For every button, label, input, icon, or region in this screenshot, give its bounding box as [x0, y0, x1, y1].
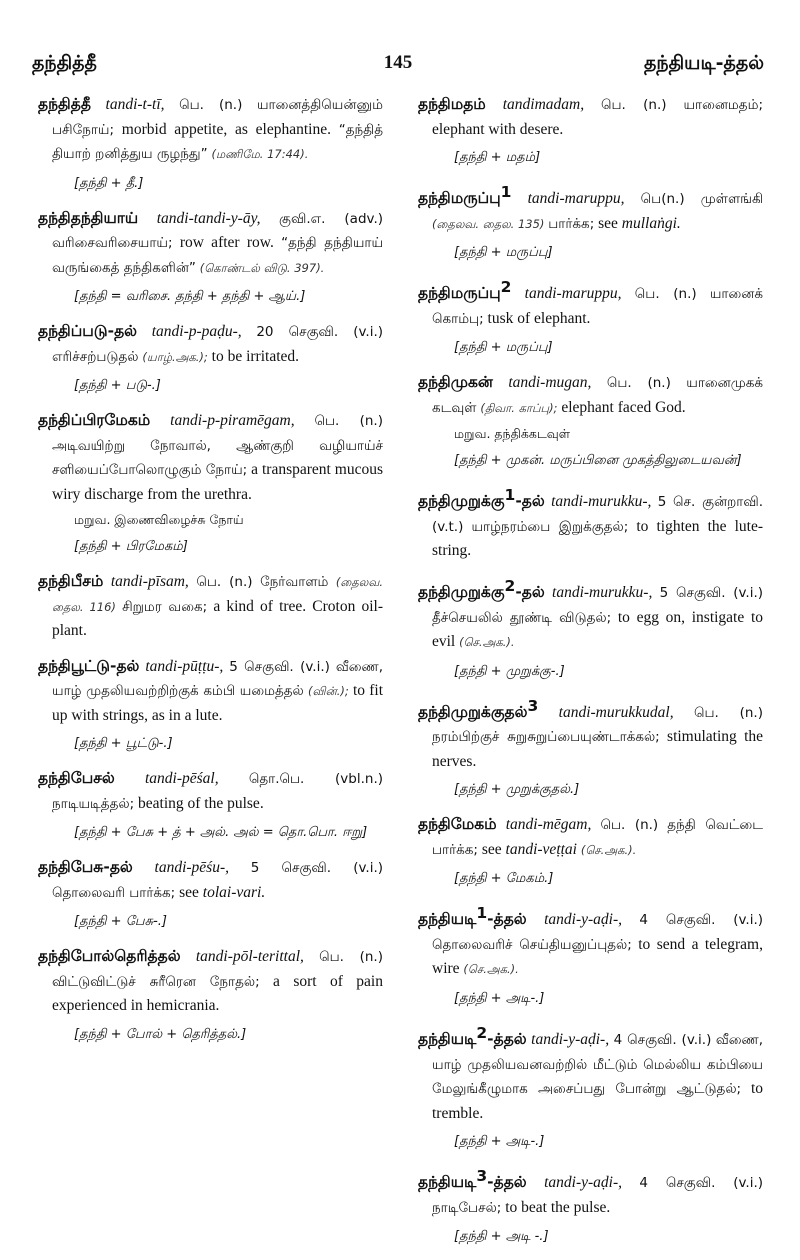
part-of-speech: பெ. (n.) [314, 413, 383, 429]
tamil-gloss-2: சிறுமர வகை; [122, 598, 208, 615]
tamil-gloss-2: பார்க்க; [548, 215, 595, 232]
tamil-gloss: விட்டுவிட்டுச் சுரீரென நோதல்; [52, 973, 260, 990]
headword-suffix: -தல் [515, 492, 545, 511]
dictionary-entry [38, 767, 383, 844]
dictionary-entry [38, 409, 383, 558]
entry-body [418, 181, 763, 236]
tamil-gloss: யானைத்தியென்னும் பசிநோய்; [52, 97, 383, 138]
part-of-speech: பெ. (n.) [606, 375, 671, 392]
transliteration: tandi-pēśu-, [154, 859, 230, 876]
entry-body [418, 1022, 763, 1125]
quotation: “தந்தி தந்தியாய் வருங்கைத் தந்திகளின்” [52, 235, 384, 276]
tamil-gloss: யானைமுகக் கடவுள் [432, 375, 764, 416]
headword: தந்திப்பிரமேகம் [38, 411, 151, 429]
tamil-gloss: முள்ளங்கி [700, 191, 764, 208]
english-gloss: stimulating the nerves. [432, 728, 764, 770]
headword: தந்திப்படு-தல் [38, 322, 138, 340]
dictionary-entry [418, 276, 763, 359]
etymology: [தந்தி + தீ.] [74, 175, 144, 191]
headword-superscript: 1 [504, 486, 516, 505]
tamil-gloss: தொலைவரிச் செய்தியனுப்புதல்; [432, 936, 632, 953]
part-of-speech: பெ. (n.) [693, 704, 763, 721]
part-of-speech: 5 செகுவி. (v.i.) [229, 658, 330, 675]
entry-body [38, 320, 383, 369]
headword: தந்திபேசு-தல் [38, 858, 133, 876]
source-citation: (தைலவ. தைல. 135) [432, 216, 545, 231]
entry-body [418, 1165, 763, 1220]
english-gloss: a transparent mucous wiry discharge from the urethra. [52, 461, 383, 503]
entry-body [38, 767, 383, 816]
english-gloss: a kind of tree. Croton oil-plant. [52, 597, 384, 639]
etymology: [தந்தி + பூட்டு-.] [74, 736, 173, 751]
headword: தந்திமுறுக்கு [418, 583, 505, 602]
dictionary-entry [38, 655, 383, 756]
etymology: [தந்தி + மருப்பு] [454, 340, 553, 356]
part-of-speech: பெ. (n.) [600, 97, 667, 113]
etymology: [தந்தி + அடி-.] [454, 990, 545, 1006]
dictionary-entry [418, 575, 763, 683]
english-gloss: a sort of pain experienced in hemicrania. [52, 972, 383, 1014]
quotation: “தந்தித் தியாற் றனித்துய ருழந்து” [52, 121, 384, 162]
part-of-speech: 20 செகுவி. (v.i.) [256, 324, 384, 340]
transliteration: tandi-pīsam, [110, 573, 189, 590]
transliteration: tandi-pūṭṭu-, [145, 657, 224, 675]
etymology: [தந்தி + பேசு-.] [74, 914, 167, 929]
part-of-speech: பெ. (n.) [319, 949, 383, 965]
part-of-speech: 4 செகுவி. (v.i.) [639, 912, 763, 929]
entry-body [38, 856, 383, 905]
english-gloss: to tighten the lute-string. [432, 517, 764, 560]
english-gloss: to egg on, instigate to evil [432, 608, 763, 651]
headword-suffix: -த்தல் [487, 910, 527, 929]
tamil-gloss: தந்தி வெட்டை பார்க்க; [432, 817, 764, 858]
headword: தந்திபோல்தெரித்தல் [38, 947, 181, 965]
etymology: [தந்தி + முறுக்கு-.] [454, 663, 565, 679]
dictionary-entry [418, 1165, 763, 1248]
etymology: [தந்தி + பிரமேகம்] [74, 539, 188, 554]
part-of-speech: 5 செ. குன்றாவி. (v.t.) [432, 494, 763, 535]
transliteration: tandi-t-tī, [105, 96, 165, 113]
transliteration: tandi-y-aḍi-, [531, 1031, 610, 1049]
headword-superscript: 3 [476, 1167, 488, 1186]
dictionary-entry [38, 320, 383, 397]
english-gloss: tusk of elephant. [487, 309, 591, 327]
english-gloss: to tremble. [432, 1080, 763, 1122]
etymology: [தந்தி + முறுக்குதல்.] [454, 782, 580, 798]
headword-suffix: -த்தல் [487, 1173, 527, 1192]
entry-body [38, 945, 383, 1018]
headword: தந்தியடி [418, 1030, 477, 1049]
part-of-speech: குவி.எ. (adv.) [279, 210, 384, 227]
etymology: [தந்தி + மேகம்.] [454, 871, 554, 887]
etymology: [தந்தி + பேசு + த் + அல். அல் = தொ.பொ. ஈறு] [74, 825, 368, 840]
dictionary-entry [418, 181, 763, 264]
dictionary-entry [418, 695, 763, 802]
english-gloss: to be irritated. [211, 347, 300, 365]
headword: தந்திமருப்பு [418, 189, 501, 208]
part-of-speech: பெ. (n.) [600, 817, 659, 834]
transliteration: tandi-p-piramēgam, [170, 412, 295, 429]
tamil-gloss: நேர்வாளம் [260, 574, 329, 590]
entry-body [38, 207, 383, 281]
dictionary-entry [418, 1022, 763, 1153]
tamil-gloss: அடிவயிற்று நோவால், ஆண்குறி வழியாய்ச் சளியைப்போலொழுகும் நோய்; [52, 437, 383, 478]
source-citation: (தைலவ. தைல. 116) [52, 575, 383, 614]
source-citation: (மணிமே. 17:44). [211, 147, 309, 161]
headword: தந்திமேகம் [418, 815, 497, 834]
entry-body [418, 276, 763, 331]
dictionary-entry [418, 93, 763, 169]
headword-suffix: -த்தல் [487, 1030, 527, 1049]
synonym-note: மறுவ. தந்திக்கடவுள் [454, 426, 571, 442]
transliteration: tandimadam, [502, 96, 585, 113]
page-header [32, 52, 764, 82]
tamil-gloss: தீச்செயலில் தூண்டி விடுதல்; [432, 609, 612, 626]
dictionary-entry [38, 570, 383, 643]
english-gloss: see [481, 840, 502, 858]
source-citation: (யாழ்.அக.); [142, 349, 208, 364]
transliteration: tandi-mēgam, [505, 816, 592, 834]
etymology: [தந்தி + போல் + தெரித்தல்.] [74, 1026, 247, 1042]
entry-body [418, 371, 763, 420]
headword-superscript: 1 [476, 904, 488, 923]
english-gloss: see [598, 214, 618, 232]
etymology: [தந்தி + படு-.] [74, 378, 161, 393]
entry-body [418, 902, 763, 982]
headword: தந்திமுகன் [418, 373, 493, 392]
transliteration: tandi-mugan, [508, 374, 592, 392]
source-citation: (திவா. காப்பு); [480, 400, 558, 415]
synonym-note: மறுவ. இணைவிழைச்சு நோய் [74, 512, 244, 527]
source-citation: (செ.அக.). [459, 635, 515, 650]
source-citation: (வின்.); [308, 684, 349, 698]
tamil-gloss: வீணை, யாழ் முதலியவனவற்றில் மீட்டும் மெல்லிய கம்பியை மேலுங்கீழுமாக அசைப்பது போன்று ஆட்டுதல்; [432, 1032, 764, 1098]
entry-body [38, 409, 383, 506]
tamil-gloss: தொலைவரி பார்க்க; [52, 884, 176, 901]
english-gloss: see [179, 883, 199, 901]
headword: தந்திமுறுக்குதல் [418, 702, 528, 721]
right-column [418, 93, 763, 1260]
page-number: 145 [383, 52, 413, 73]
tamil-gloss: வரிசைவரிசையாய்; [52, 235, 173, 251]
part-of-speech: 5 செகுவி. (v.i.) [659, 585, 764, 602]
headword: தந்திபூட்டு-தல் [38, 656, 140, 675]
transliteration: tandi-murukku-, [552, 584, 653, 602]
entry-body [38, 93, 383, 167]
part-of-speech: தொ.பெ. (vbl.n.) [248, 771, 383, 787]
entry-body [418, 813, 763, 862]
tamil-gloss: வீணை, யாழ் முதலியவற்றிற்குக் கம்பி யமைத்தல் [52, 658, 383, 699]
tamil-gloss: யாழ்நரம்பை இறுக்குதல்; [471, 518, 629, 535]
transliteration: tandi-murukkudal, [558, 703, 674, 721]
headword: தந்திதந்தியாய் [38, 208, 139, 227]
english-gloss: beating of the pulse. [138, 794, 264, 812]
headword: தந்தியடி [418, 1173, 477, 1192]
tamil-gloss: எரிச்சற்படுதல் [52, 348, 139, 365]
dictionary-entry [418, 813, 763, 890]
left-column [38, 93, 383, 1058]
etymology: [தந்தி + மதம்] [454, 150, 541, 165]
tamil-gloss: நாடிபேசல்; [432, 1199, 502, 1216]
part-of-speech: பெ. (n.) [196, 574, 253, 590]
etymology: [தந்தி + முகன். மருப்பினை முகத்திலுடையவன்] [454, 453, 742, 469]
entry-body [418, 575, 763, 655]
english-gloss: elephant with desere. [432, 120, 564, 138]
part-of-speech: 4 செகுவி. (v.i.) [639, 1175, 763, 1192]
headword: தந்திமதம் [418, 95, 486, 113]
transliteration: tandi-maruppu, [524, 285, 622, 303]
transliteration: tandi-tandi-y-āy, [156, 209, 261, 227]
entry-body [38, 655, 383, 728]
transliteration: tandi-pēśal, [144, 770, 219, 787]
part-of-speech: பெ. (n.) [179, 97, 243, 113]
dictionary-entry [418, 371, 763, 472]
headword: தந்திமருப்பு [418, 284, 501, 303]
part-of-speech: 4 செகுவி. (v.i.) [613, 1032, 712, 1049]
tamil-gloss: யானைக் கொம்பு; [432, 286, 763, 327]
transliteration: tandi-y-aḍi-, [544, 1174, 622, 1192]
see-reference: mullaṅgi. [621, 214, 681, 232]
english-gloss: to beat the pulse. [505, 1198, 611, 1216]
tamil-gloss: நரம்பிற்குச் சுறுசுறுப்பையுண்டாக்கல்; [432, 729, 660, 746]
etymology: [தந்தி = வரிசை. தந்தி + தந்தி + ஆய்.] [74, 289, 306, 304]
entry-body [418, 484, 763, 563]
dictionary-entry [38, 945, 383, 1046]
tamil-gloss: நாடியடித்தல்; [52, 795, 135, 812]
source-citation: (கொண்டல் விடு. 397). [199, 260, 325, 275]
see-reference: tandi-veṭṭai [505, 840, 577, 858]
headword-superscript: 1 [500, 183, 512, 201]
headword: தந்திபீசம் [38, 572, 104, 590]
headword: தந்திமுறுக்கு [418, 492, 505, 511]
see-reference: tolai-vari. [202, 883, 266, 901]
part-of-speech: 5 செகுவி. (v.i.) [250, 860, 383, 876]
headword-superscript: 2 [504, 576, 516, 595]
running-head-left: தந்தித்தீ [32, 52, 97, 74]
headword-superscript: 2 [500, 278, 512, 297]
transliteration: tandi-p-paḍu-, [151, 323, 242, 340]
transliteration: tandi-murukku-, [551, 493, 652, 511]
dictionary-entry [418, 902, 763, 1010]
headword: தந்திபேசல் [38, 769, 115, 787]
transliteration: tandi-maruppu, [527, 190, 625, 208]
entry-body [418, 695, 763, 774]
headword: தந்தித்தீ [38, 95, 91, 113]
transliteration: tandi-pōl-terittal, [195, 948, 304, 965]
part-of-speech: பெ(n.) [640, 191, 685, 208]
part-of-speech: பெ. (n.) [634, 286, 697, 303]
dictionary-entry [418, 484, 763, 563]
etymology: [தந்தி + அடி -.] [454, 1229, 549, 1245]
english-gloss: to fit up with strings, as in a lute. [52, 682, 384, 724]
source-citation: (செ.அக.). [580, 842, 637, 857]
source-citation: (செ.அக.). [463, 962, 519, 977]
english-gloss: morbid appetite, as elephantine. [121, 120, 331, 138]
english-gloss: to send a telegram, wire [432, 935, 763, 978]
entry-body [418, 93, 763, 141]
dictionary-entry [38, 93, 383, 195]
dictionary-entry [38, 856, 383, 933]
english-gloss: elephant faced God. [561, 398, 686, 416]
etymology: [தந்தி + அடி-.] [454, 1134, 545, 1150]
entry-body [38, 570, 383, 643]
running-head-right: தந்தியடி-த்தல் [644, 52, 764, 74]
etymology: [தந்தி + மருப்பு] [454, 245, 553, 261]
headword-superscript: 3 [527, 696, 539, 715]
headword: தந்தியடி [418, 910, 477, 929]
tamil-gloss: யானைமதம்; [683, 97, 764, 113]
english-gloss: row after row. [179, 234, 274, 251]
headword-superscript: 2 [476, 1023, 488, 1042]
transliteration: tandi-y-aḍi-, [544, 911, 622, 929]
headword-suffix: -தல் [515, 583, 545, 602]
dictionary-entry [38, 207, 383, 309]
